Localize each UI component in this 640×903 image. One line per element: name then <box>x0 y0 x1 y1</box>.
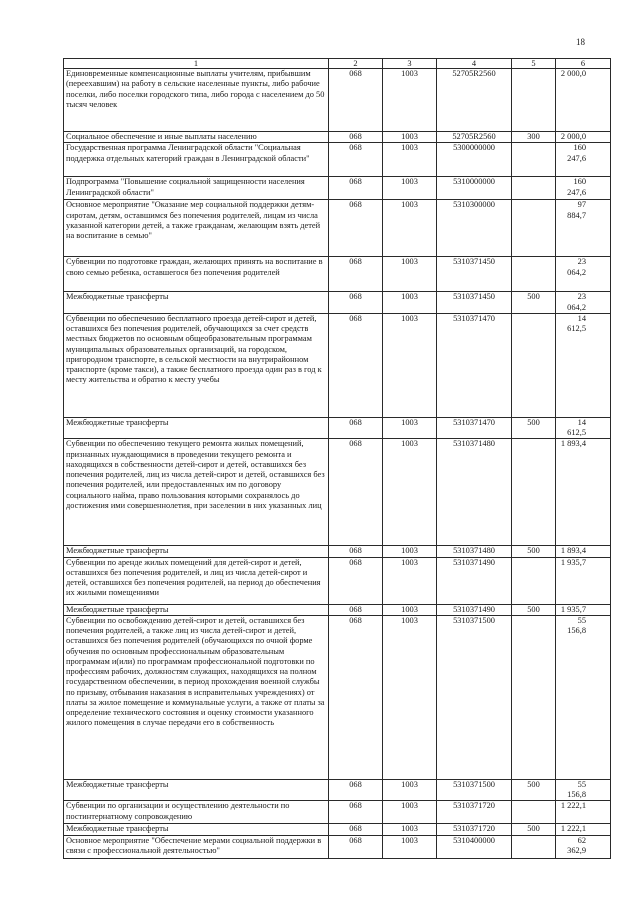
row-col-5: 500 <box>512 546 556 557</box>
row-col-6: 160 247,6 <box>556 143 611 177</box>
row-col-4: 5310371470 <box>437 313 512 417</box>
row-col-6: 1 935,7 <box>556 604 611 615</box>
row-col-2: 068 <box>329 200 383 257</box>
column-header-2: 2 <box>329 59 383 69</box>
row-col-3: 1003 <box>383 292 437 314</box>
row-col-6: 1 935,7 <box>556 557 611 604</box>
row-col-6: 2 000,0 <box>556 69 611 132</box>
table-row <box>64 292 611 314</box>
table-row <box>64 835 611 858</box>
row-col-6: 2 000,0 <box>556 132 611 143</box>
row-col-5: 500 <box>512 417 556 439</box>
row-col-4: 5310371480 <box>437 439 512 546</box>
row-col-6: 1 222,1 <box>556 801 611 824</box>
row-col-5 <box>512 143 556 177</box>
row-col-4: 5310371450 <box>437 257 512 292</box>
row-name: Субвенции по организации и осуществлению деятельности по постинтернатному сопровождению <box>64 801 329 824</box>
row-name: Социальное обеспечение и иные выплаты населению <box>64 132 329 143</box>
row-col-2: 068 <box>329 546 383 557</box>
row-col-3: 1003 <box>383 417 437 439</box>
row-col-4: 5310371480 <box>437 546 512 557</box>
row-col-5 <box>512 200 556 257</box>
budget-table-body <box>64 59 611 859</box>
table-row <box>64 615 611 779</box>
row-col-5 <box>512 835 556 858</box>
row-col-4: 5310371720 <box>437 801 512 824</box>
table-row <box>64 604 611 615</box>
row-name: Подпрограмма "Повышение социальной защищенности населения Ленинградской области" <box>64 177 329 200</box>
row-col-2: 068 <box>329 604 383 615</box>
column-header-row <box>64 59 611 69</box>
table-row <box>64 779 611 801</box>
row-col-2: 068 <box>329 824 383 835</box>
row-name: Субвенции по подготовке граждан, желающих принять на воспитание в свою семью ребенка, оставшегося без попечения родителей <box>64 257 329 292</box>
row-name: Субвенции по освобождению детей-сирот и детей, оставшихся без попечения родителей, а также лиц из числа детей-сирот и детей, оставшихся без попечения родителей (обучающихся по очной форме обучения по основным профессиональным образовательным программам и(или) по программам профессиональной подготовки по профессиям рабочих, должностям служащих, находящихся на полном государственном обеспечении, в период прохождения военной службы по призыву, отбывания наказания в исправительных учреждениях) от платы за жилое помещение и коммунальные услуги, а также от платы за определение технического состояния и оценку стоимости указанного жилого помещения в случае передачи его в собственность <box>64 615 329 779</box>
row-col-2: 068 <box>329 313 383 417</box>
row-col-5 <box>512 801 556 824</box>
row-col-6: 55 156,8 <box>556 779 611 801</box>
row-col-6: 97 884,7 <box>556 200 611 257</box>
table-row <box>64 132 611 143</box>
row-col-5 <box>512 177 556 200</box>
row-name: Субвенции по аренде жилых помещений для детей-сирот и детей, оставшихся без попечения родителей, и лиц из числа детей-сирот и детей, оставшихся без попечения родителей, на период до обеспечения их жилыми помещениями <box>64 557 329 604</box>
table-row <box>64 824 611 835</box>
row-col-2: 068 <box>329 439 383 546</box>
table-row <box>64 557 611 604</box>
row-name: Межбюджетные трансферты <box>64 779 329 801</box>
row-col-2: 068 <box>329 69 383 132</box>
row-name: Межбюджетные трансферты <box>64 824 329 835</box>
row-col-5 <box>512 439 556 546</box>
row-col-4: 5310371500 <box>437 779 512 801</box>
table-row <box>64 439 611 546</box>
row-name: Межбюджетные трансферты <box>64 604 329 615</box>
row-col-2: 068 <box>329 177 383 200</box>
row-col-2: 068 <box>329 801 383 824</box>
row-col-3: 1003 <box>383 132 437 143</box>
row-col-4: 5310000000 <box>437 177 512 200</box>
row-col-4: 5310300000 <box>437 200 512 257</box>
row-name: Единовременные компенсационные выплаты учителям, прибывшим (переехавшим) на работу в сельские населенные пункты, либо рабочие поселки, либо поселки городского типа, либо города с населением до 50 тысяч человек <box>64 69 329 132</box>
row-col-6: 14 612,5 <box>556 417 611 439</box>
row-col-3: 1003 <box>383 835 437 858</box>
table-row <box>64 177 611 200</box>
row-name: Субвенции по обеспечению бесплатного проезда детей-сирот и детей, оставшихся без попечения родителей, обучающихся за счет средств местных бюджетов по основным общеобразовательным программам муниципальных образовательных организаций, на городском, пригородном транспорте, в сельской местности на внутрирайонном транспорте (кроме такси), а также бесплатного проезда один раз в год к месту жительства и обратно к месту учебы <box>64 313 329 417</box>
row-name: Основное мероприятие "Обеспечение мерами социальной поддержки в связи с профессиональной деятельностью" <box>64 835 329 858</box>
row-col-5 <box>512 69 556 132</box>
row-col-2: 068 <box>329 417 383 439</box>
row-name: Субвенции по обеспечению текущего ремонта жилых помещений, признанных нуждающимися в проведении текущего ремонта и находящихся в собственности детей-сирот и детей, оставшихся без попечения родителей, лиц из числа детей-сирот и детей, оставшихся без попечения родителей, или предоставленных им по договору социального найма, право пользования которыми сохранялось до достижения ими совершеннолетия, при заселении в них указанных лиц <box>64 439 329 546</box>
row-col-5 <box>512 615 556 779</box>
row-col-3: 1003 <box>383 604 437 615</box>
row-col-3: 1003 <box>383 200 437 257</box>
row-col-4: 5310371490 <box>437 604 512 615</box>
table-row <box>64 417 611 439</box>
column-header-5: 5 <box>512 59 556 69</box>
row-col-5 <box>512 557 556 604</box>
row-col-3: 1003 <box>383 143 437 177</box>
table-row <box>64 257 611 292</box>
row-col-4: 52705R2560 <box>437 69 512 132</box>
row-name: Государственная программа Ленинградской области "Социальная поддержка отдельных категорий граждан в Ленинградской области" <box>64 143 329 177</box>
row-name: Основное мероприятие "Оказание мер социальной поддержки детям-сиротам, детям, оставшимся без попечения родителей, лицам из числа указанной категории детей, а также гражданам, желающим взять детей на воспитание в семью" <box>64 200 329 257</box>
row-col-2: 068 <box>329 132 383 143</box>
row-col-4: 5310371500 <box>437 615 512 779</box>
page-number: 18 <box>576 37 585 47</box>
row-col-2: 068 <box>329 615 383 779</box>
row-col-3: 1003 <box>383 779 437 801</box>
row-name: Межбюджетные трансферты <box>64 292 329 314</box>
row-col-6: 160 247,6 <box>556 177 611 200</box>
row-col-2: 068 <box>329 835 383 858</box>
row-name: Межбюджетные трансферты <box>64 546 329 557</box>
table-row <box>64 143 611 177</box>
row-col-3: 1003 <box>383 177 437 200</box>
column-header-4: 4 <box>437 59 512 69</box>
row-col-3: 1003 <box>383 801 437 824</box>
row-col-2: 068 <box>329 557 383 604</box>
row-col-4: 5310371470 <box>437 417 512 439</box>
row-col-6: 14 612,5 <box>556 313 611 417</box>
row-col-4: 5310400000 <box>437 835 512 858</box>
row-col-2: 068 <box>329 143 383 177</box>
table-row <box>64 313 611 417</box>
column-header-3: 3 <box>383 59 437 69</box>
row-col-6: 1 222,1 <box>556 824 611 835</box>
row-col-6: 1 893,4 <box>556 546 611 557</box>
row-col-5: 500 <box>512 292 556 314</box>
row-col-3: 1003 <box>383 557 437 604</box>
row-col-3: 1003 <box>383 69 437 132</box>
row-col-4: 5310371450 <box>437 292 512 314</box>
table-row <box>64 801 611 824</box>
row-col-2: 068 <box>329 779 383 801</box>
row-col-5: 500 <box>512 604 556 615</box>
row-col-4: 5310371720 <box>437 824 512 835</box>
row-col-3: 1003 <box>383 257 437 292</box>
row-col-5 <box>512 313 556 417</box>
row-col-3: 1003 <box>383 824 437 835</box>
table-row <box>64 69 611 132</box>
row-col-2: 068 <box>329 292 383 314</box>
row-col-5 <box>512 257 556 292</box>
table-row <box>64 200 611 257</box>
row-col-3: 1003 <box>383 439 437 546</box>
row-col-3: 1003 <box>383 313 437 417</box>
row-col-6: 55 156,8 <box>556 615 611 779</box>
row-col-6: 1 893,4 <box>556 439 611 546</box>
row-col-3: 1003 <box>383 546 437 557</box>
column-header-1: 1 <box>64 59 329 69</box>
row-col-6: 62 362,9 <box>556 835 611 858</box>
row-col-2: 068 <box>329 257 383 292</box>
row-col-5: 300 <box>512 132 556 143</box>
column-header-6: 6 <box>556 59 611 69</box>
budget-table <box>63 58 611 859</box>
row-col-6: 23 064,2 <box>556 257 611 292</box>
row-col-3: 1003 <box>383 615 437 779</box>
table-row <box>64 546 611 557</box>
row-col-5: 500 <box>512 779 556 801</box>
row-col-4: 52705R2560 <box>437 132 512 143</box>
row-col-5: 500 <box>512 824 556 835</box>
row-col-4: 5300000000 <box>437 143 512 177</box>
row-name: Межбюджетные трансферты <box>64 417 329 439</box>
row-col-4: 5310371490 <box>437 557 512 604</box>
row-col-6: 23 064,2 <box>556 292 611 314</box>
